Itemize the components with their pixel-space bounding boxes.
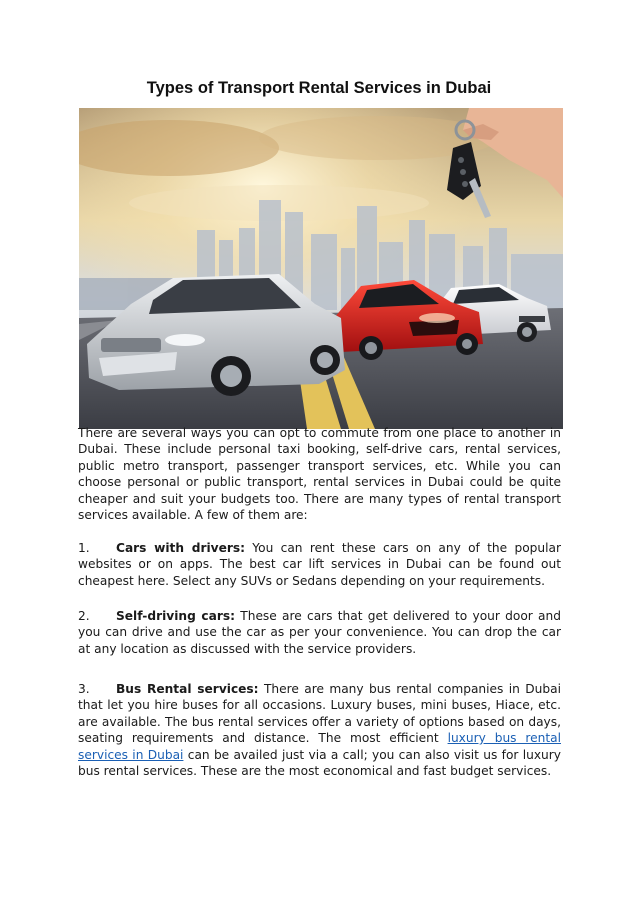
hero-image	[79, 108, 563, 429]
list-item	[78, 608, 561, 657]
list-item-text: You can rent these cars on any of the popular websites or on apps. The best car lift services in Dubai can be found out cheapest here. Select any SUVs or Sedans depending on your requirements.	[78, 541, 561, 588]
list-item	[78, 540, 561, 589]
list-item-text: There are many bus rental companies in Dubai that let you hire buses for all occasions. Luxury buses, mini buses, Hiace, etc. are available. The bus rental services offer a variety of options based on days, seating requirements and distance. The most efficient	[78, 682, 561, 746]
list-item-text-after-link: can be availed just via a call; you can also visit us for luxury bus rental services. These are the most economical and fast budget services.	[78, 747, 561, 779]
list-item-text: These are cars that get delivered to your door and you can drive and use the car as per your convenience. You can drop the car at any location as discussed with the service providers.	[78, 609, 561, 656]
intro-paragraph: There are several ways you can opt to commute from one place to another in Dubai. These include personal taxi booking, self-drive cars, rental services, public metro transport, passenger transport services, etc. While you can choose personal or public transport, rental services in Dubai could be quite cheaper and suit your budgets too. There are many types of rental transport services available. A few of them are:	[78, 426, 561, 523]
list-item	[78, 681, 561, 779]
list-item-heading: Bus Rental services:	[116, 682, 259, 696]
list-item-number: 1.	[78, 541, 90, 555]
list-item-heading: Self-driving cars:	[116, 609, 236, 623]
list-item-number: 3.	[78, 682, 90, 696]
page-title: Types of Transport Rental Services in Dubai	[146, 79, 492, 97]
list-item-heading: Cars with drivers:	[116, 541, 245, 555]
list-item-number: 2.	[78, 609, 90, 623]
luxury-bus-rental-link[interactable]: luxury bus rental services in Dubai	[78, 731, 561, 762]
